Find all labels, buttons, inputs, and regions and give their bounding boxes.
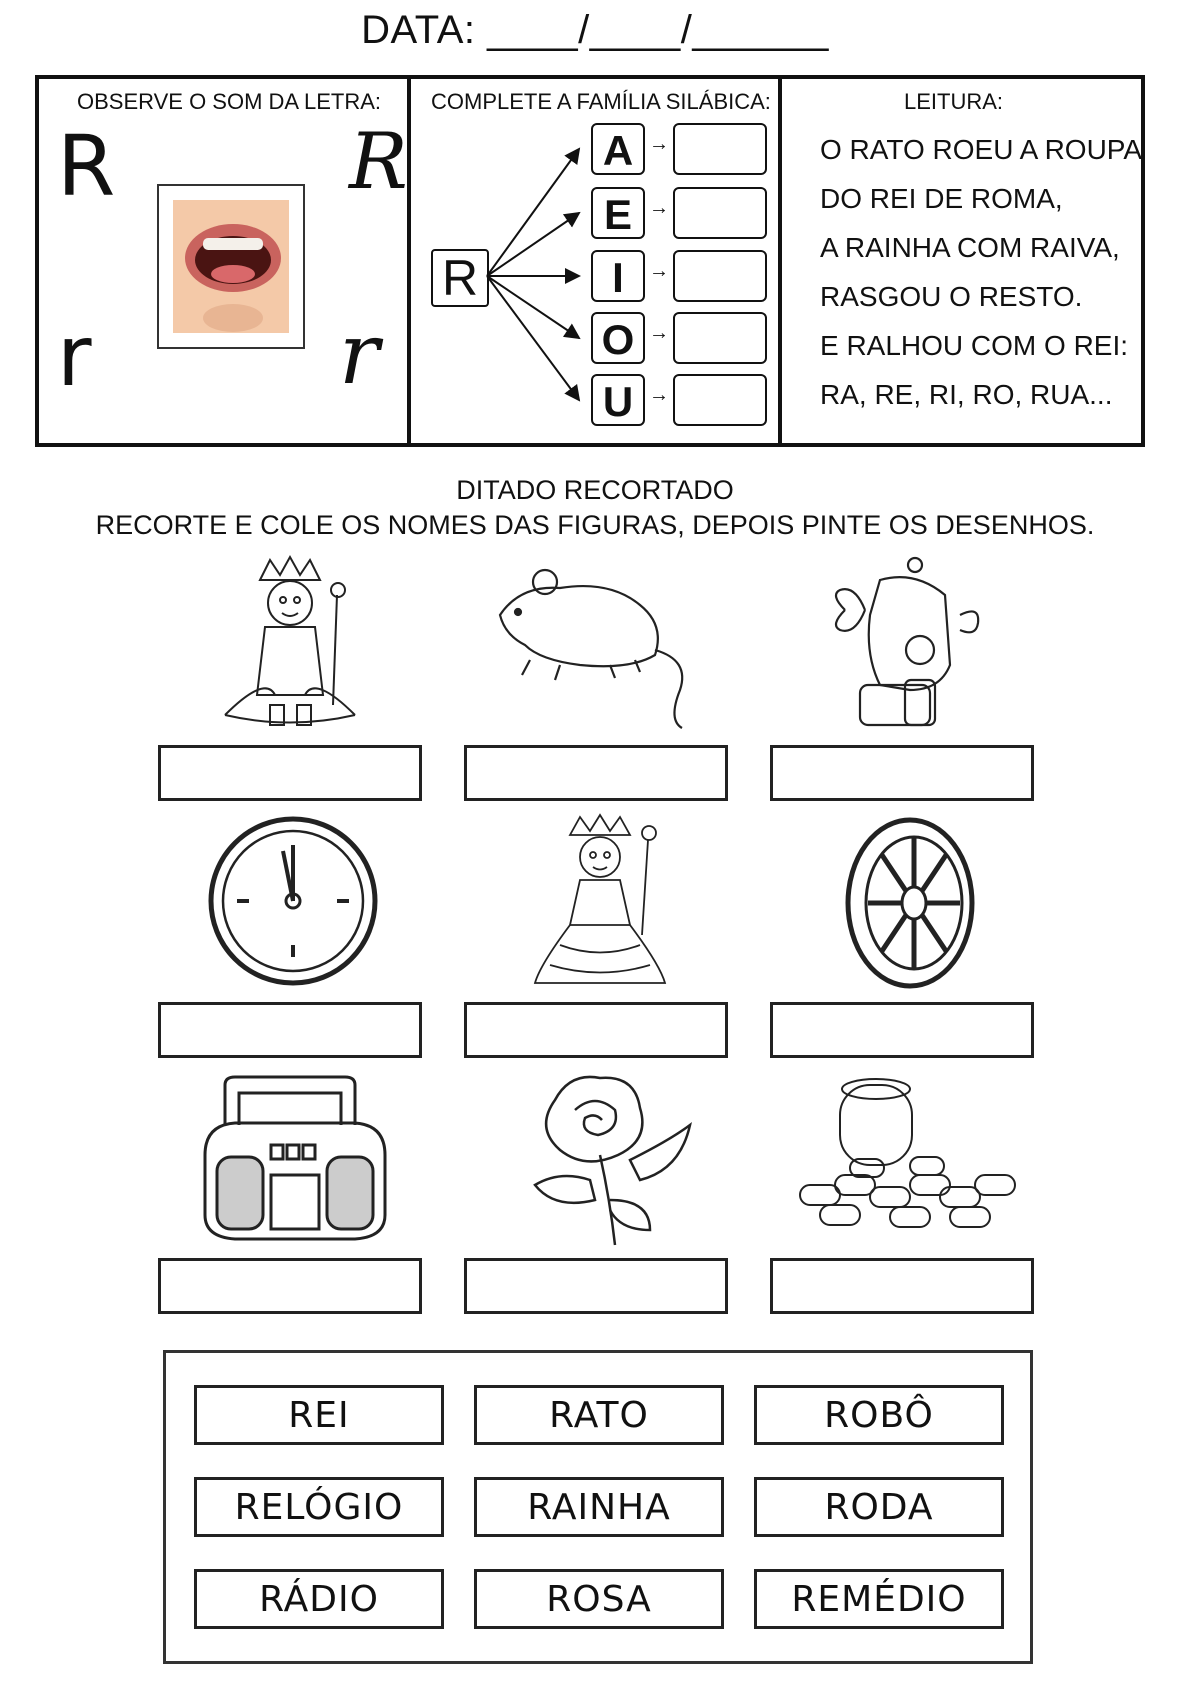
label-box[interactable] bbox=[770, 745, 1034, 801]
rat-icon bbox=[490, 560, 710, 730]
reading-line: O RATO ROEU A ROUPA bbox=[820, 134, 1143, 165]
reading-line: A RAINHA COM RAIVA, bbox=[820, 232, 1120, 263]
reading-line: DO REI DE ROMA, bbox=[820, 183, 1063, 214]
syllable-heading: COMPLETE A FAMÍLIA SILÁBICA: bbox=[431, 89, 771, 114]
label-box[interactable] bbox=[464, 1002, 728, 1058]
word-card[interactable]: RELÓGIO bbox=[194, 1477, 444, 1537]
syllable-answer-box-i[interactable] bbox=[673, 250, 767, 302]
arrow-icon: → bbox=[649, 197, 669, 219]
pills-icon bbox=[790, 1075, 1020, 1235]
consonant-box: R bbox=[431, 249, 489, 307]
reading-text bbox=[820, 125, 1142, 419]
label-box[interactable] bbox=[158, 1258, 422, 1314]
queen-icon bbox=[530, 815, 680, 990]
letter-upper-print: R bbox=[57, 117, 116, 215]
word-card[interactable]: RÁDIO bbox=[194, 1569, 444, 1629]
syllable-answer-box-u[interactable] bbox=[673, 374, 767, 426]
word-card[interactable]: REMÉDIO bbox=[754, 1569, 1004, 1629]
syllable-answer-box-e[interactable] bbox=[673, 187, 767, 239]
vowel-box-o: O bbox=[591, 312, 645, 364]
robot-icon bbox=[820, 555, 990, 735]
reading-heading: LEITURA: bbox=[904, 89, 1004, 114]
clock-icon bbox=[207, 815, 379, 987]
label-box[interactable] bbox=[464, 745, 728, 801]
arrow-icon: → bbox=[649, 133, 669, 155]
syllable-answer-box-a[interactable] bbox=[673, 123, 767, 175]
vowel-box-a: A bbox=[591, 123, 645, 175]
syllable-answer-box-o[interactable] bbox=[673, 312, 767, 364]
label-box[interactable] bbox=[770, 1258, 1034, 1314]
arrow-icon: → bbox=[649, 322, 669, 344]
reading-line: RASGOU O RESTO. bbox=[820, 281, 1083, 312]
letter-study-box bbox=[35, 75, 1145, 447]
word-card[interactable]: RAINHA bbox=[474, 1477, 724, 1537]
vowel-box-i: I bbox=[591, 250, 645, 302]
vowel-box-e: E bbox=[591, 187, 645, 239]
observe-sound-panel bbox=[39, 79, 411, 443]
word-card[interactable]: RODA bbox=[754, 1477, 1004, 1537]
date-line: DATA: ____/____/______ bbox=[361, 8, 829, 52]
label-box[interactable] bbox=[770, 1002, 1034, 1058]
label-box[interactable] bbox=[158, 745, 422, 801]
vowel-box-u: U bbox=[591, 374, 645, 426]
word-card[interactable]: ROBÔ bbox=[754, 1385, 1004, 1445]
reading-panel bbox=[782, 79, 1141, 443]
wheel-icon bbox=[838, 815, 978, 990]
word-card[interactable]: REI bbox=[194, 1385, 444, 1445]
label-box[interactable] bbox=[464, 1258, 728, 1314]
rose-icon bbox=[500, 1070, 700, 1250]
dictation-instruction: RECORTE E COLE OS NOMES DAS FIGURAS, DEPOIS PINTE OS DESENHOS. bbox=[95, 510, 1095, 540]
reading-line: E RALHOU COM O REI: bbox=[820, 330, 1129, 361]
dictation-title: DITADO RECORTADO bbox=[456, 475, 734, 505]
arrow-icon: → bbox=[649, 384, 669, 406]
syllable-family-panel bbox=[411, 79, 782, 443]
word-card[interactable]: ROSA bbox=[474, 1569, 724, 1629]
branch-arrows bbox=[485, 79, 585, 451]
open-mouth-photo-icon bbox=[157, 184, 305, 349]
word-bank-frame bbox=[163, 1350, 1033, 1664]
reading-line: RA, RE, RI, RO, RUA... bbox=[820, 379, 1113, 410]
letter-upper-cursive: R bbox=[349, 117, 408, 207]
king-icon bbox=[205, 555, 375, 735]
letter-lower-cursive: r bbox=[339, 305, 380, 403]
observe-heading: OBSERVE O SOM DA LETRA: bbox=[77, 89, 382, 114]
arrow-icon: → bbox=[649, 260, 669, 282]
label-box[interactable] bbox=[158, 1002, 422, 1058]
word-card[interactable]: RATO bbox=[474, 1385, 724, 1445]
letter-lower-print: r bbox=[57, 307, 92, 405]
radio-icon bbox=[195, 1075, 395, 1245]
